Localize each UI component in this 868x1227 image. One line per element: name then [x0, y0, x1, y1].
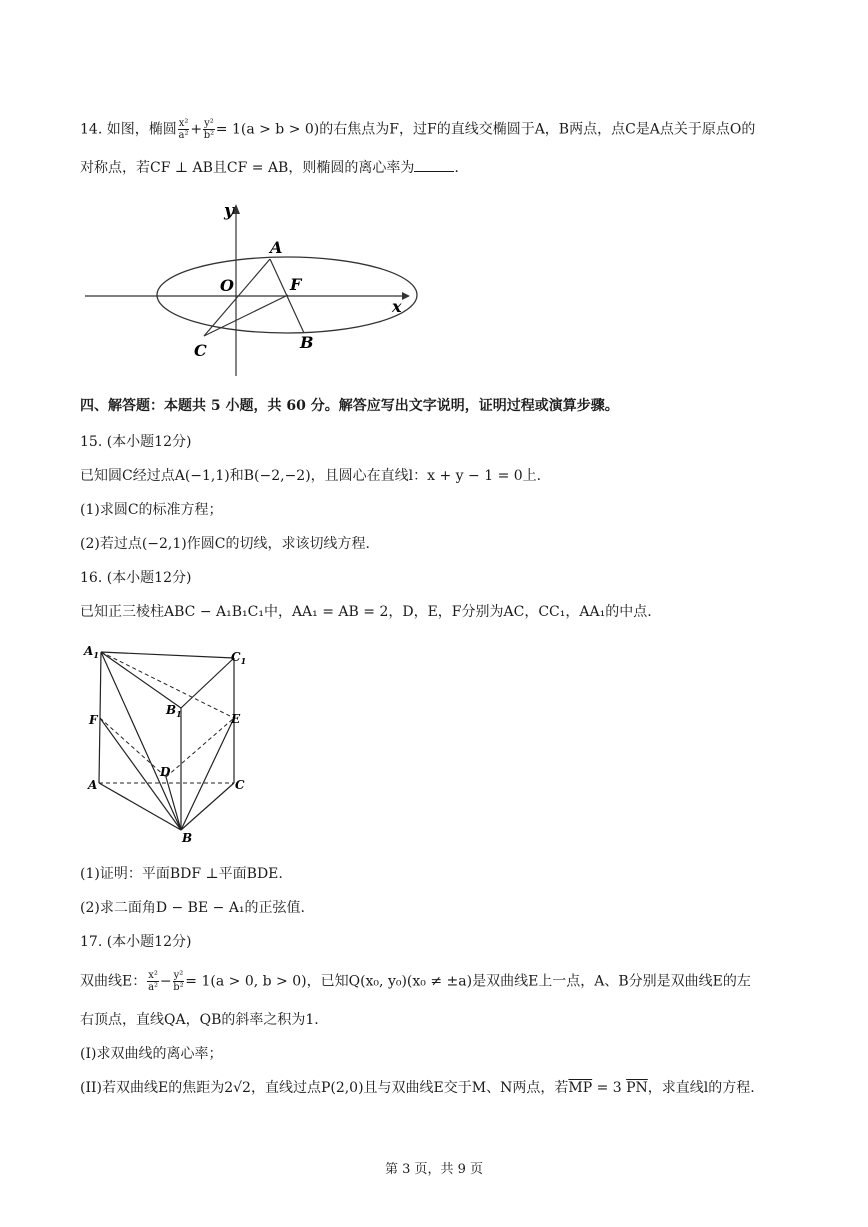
q17-frac-y: [173, 970, 185, 993]
vector-PN: $\overline{PN}$: [626, 1080, 648, 1096]
answer-blank: [414, 159, 454, 172]
q14-frac-x-den: a²: [178, 130, 189, 141]
q14-line2-text: 对称点，若CF ⊥ AB且CF = AB，则椭圆的离心率为: [80, 160, 415, 176]
q17-stem-a: 双曲线E：: [80, 973, 147, 990]
label-x: x: [392, 297, 402, 316]
q17-stem: [80, 970, 751, 993]
label-F: F: [290, 275, 302, 294]
edge-CB: [181, 783, 234, 830]
label-F: F: [89, 713, 98, 727]
q17-part1: (I)求双曲线的离心率；: [80, 1046, 223, 1062]
q14-frac-x-num: x²: [178, 118, 189, 129]
q17-part2-b: = 3: [592, 1080, 627, 1096]
page-footer: 第 3 页，共 9 页: [384, 1162, 484, 1177]
q17-stem-b: = 1(a > 0, b > 0)，已知Q(x₀, y₀)(x₀ ≠ ±a)是双曲线E上一点，A、B分别是双曲线E的左: [185, 973, 751, 990]
edge-B1C1: [181, 658, 234, 708]
label-B1: $B_1$: [166, 703, 182, 719]
q14-line2-end: .: [454, 160, 459, 176]
edge-A1A: [99, 652, 101, 783]
label-E: E: [231, 712, 241, 726]
q14-prefix: 14. 如图，椭圆: [80, 121, 177, 138]
q15-stem: 已知圆C经过点A(−1,1)和B(−2,−2)，且圆心在直线l：x + y − 1 = 0上.: [80, 468, 542, 484]
q14-cond: = 1(a > b > 0)的右焦点为F，过F的直线交椭圆于A，B两点，点C是A点关于原点O的: [215, 121, 756, 138]
section-4-heading: 四、解答题：本题共 5 小题，共 60 分。解答应写出文字说明，证明过程或演算步骤。: [80, 398, 619, 414]
label-A1: $A_1$: [84, 644, 99, 660]
label-B: B: [182, 831, 193, 845]
edge-A1C1: [101, 652, 234, 658]
q17-frac-y-den: b²: [173, 982, 184, 993]
q16-part1: (1)证明：平面BDF ⊥平面BDE.: [80, 866, 283, 882]
edge-AB: [99, 783, 181, 830]
ellipse-figure: [80, 196, 420, 386]
label-y: y: [224, 201, 234, 221]
edge-DE-hidden: [166, 718, 234, 777]
q17-frac-x-num: x²: [148, 970, 158, 981]
q14-line1: [80, 118, 755, 141]
x-arrow: [402, 292, 410, 300]
vector-MP: $\overline{MP}$: [568, 1080, 593, 1096]
q14-line2: [80, 158, 459, 178]
q16-stem: 已知正三棱柱ABC − A₁B₁C₁中，AA₁ = AB = 2，D，E，F分别为AC，CC₁，AA₁的中点.: [80, 604, 652, 620]
label-C: C: [194, 341, 207, 360]
q17-part2: [80, 1078, 755, 1098]
segment-CF: [204, 295, 288, 336]
q17-frac-x-den: a²: [148, 982, 159, 993]
q15-part1: (1)求圆C的标准方程；: [80, 502, 223, 518]
label-C: C: [235, 778, 245, 792]
q16-head: 16. (本小题12分): [80, 570, 192, 586]
q17-frac-x: [147, 970, 159, 993]
q17-line2: 右顶点，直线QA，QB的斜率之积为1.: [80, 1012, 319, 1028]
label-D: D: [160, 765, 171, 779]
edge-EB: [181, 718, 234, 830]
prism-figure: [80, 640, 260, 845]
label-O: O: [220, 276, 234, 295]
q17-frac-y-num: y²: [173, 970, 184, 981]
label-A: A: [270, 238, 283, 257]
q17-part2-a: (II)若双曲线E的焦距为2√2，直线过点P(2,0)且与双曲线E交于M、N两点，若: [80, 1080, 569, 1096]
q17-head: 17. (本小题12分): [80, 934, 192, 950]
q17-minus: −: [159, 973, 172, 990]
q14-frac-x: [178, 118, 190, 141]
q14-frac-y: [203, 118, 215, 141]
q17-part2-c: ，求直线l的方程.: [647, 1080, 755, 1096]
q14-plus: +: [190, 121, 203, 138]
edge-A1B: [101, 652, 181, 830]
label-B: B: [300, 333, 314, 352]
label-A: A: [88, 778, 98, 792]
edge-FD-hidden: [100, 718, 166, 777]
q15-head: 15. (本小题12分): [80, 434, 192, 450]
q14-frac-y-den: b²: [203, 130, 215, 141]
label-C1: $C_1$: [231, 650, 247, 666]
q16-part2: (2)求二面角D − BE − A₁的正弦值.: [80, 900, 305, 916]
q14-frac-y-num: y²: [204, 118, 214, 129]
q15-part2: (2)若过点(−2,1)作圆C的切线，求该切线方程.: [80, 536, 370, 552]
segment-AC: [204, 259, 270, 336]
